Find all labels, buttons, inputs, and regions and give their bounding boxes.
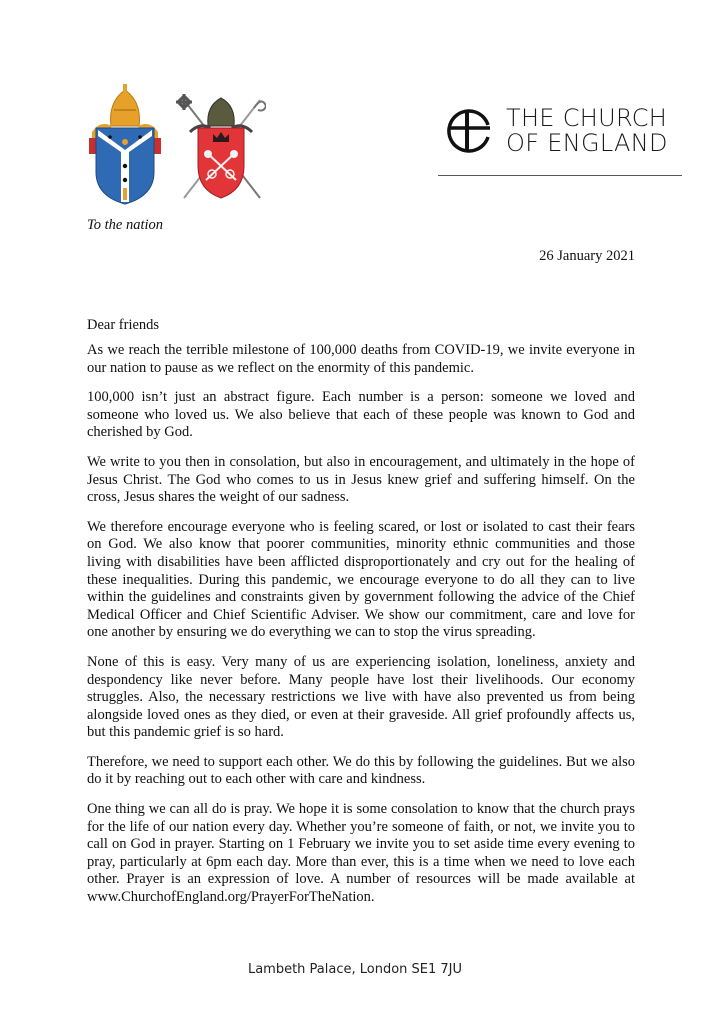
paragraph: We therefore encourage everyone who is feeling scared, or lost or isolated to cast their fears on God. We also know that poorer communities, minority ethnic communities and those living with disabilities have been afflicted disproportionately and cry out for the healing of these inequalities. During this pandemic, we encourage everyone to do all they can to live within the guidelines and constraints given by government following the advice of the Chief Medical Officer and Chief Scientific Adviser. We show our commitment, care and love for one another by ensuring we do everything we can to stop the virus spreading. [87, 518, 635, 641]
logo-line-2: OF ENGLAND [506, 129, 668, 157]
church-of-england-logo [444, 106, 668, 156]
header-divider [438, 175, 682, 176]
salutation: Dear friends [87, 317, 160, 333]
paragraph: One thing we can all do is pray. We hope it is some consolation to know that the church prays for the life of our nation every day. Whether you’re someone of faith, or not, we invite you to call on God in prayer. Starting on 1 February we invite you to set aside time every evening to pray, particularly at 6pm each day. More than ever, this is a time when we need to love each other. Prayer is an expression of love. A number of resources will be made available at www.ChurchofEngland.org/PrayerForTheNation. [87, 801, 635, 906]
addressee: To the nation [87, 217, 164, 233]
paragraph: We write to you then in consolation, but also in encouragement, and ultimately in the hope of Jesus Christ. The God who comes to us in Jesus knew grief and suffering himself. On the cross, Jesus shares the weight of our sadness. [87, 453, 635, 506]
paragraph: 100,000 isn’t just an abstract figure. Each number is a person: someone we loved and someone who loved us. We also believe that each of these people was known to God and cherished by God. [87, 389, 635, 441]
york-crest-icon [176, 94, 266, 202]
logo-line-1: THE CHURCH [506, 104, 668, 132]
letter-body [87, 342, 635, 919]
paragraph: None of this is easy. Very many of us are experiencing isolation, loneliness, anxiety and despondency like never before. Many people have lost their livelihoods. Our economy struggles. Also, the necessary restrictions we live with have also prevented us from being alongside loved ones as they died, or even at their graveside. All grief profoundly affects us, but this pandemic grief is so hard. [87, 653, 635, 741]
church-cross-circle-icon [444, 106, 494, 156]
paragraph: Therefore, we need to support each other. We do this by following the guidelines. But we also do it by reaching out to each other with care and kindness. [87, 753, 635, 788]
letter-date: 26 January 2021 [539, 248, 635, 264]
paragraph: As we reach the terrible milestone of 100,000 deaths from COVID-19, we invite everyone in our nation to pause as we reflect on the enormity of this pandemic. [87, 342, 635, 376]
footer-address: Lambeth Palace, London SE1 7JU [247, 962, 463, 977]
canterbury-crest-icon [86, 84, 164, 206]
